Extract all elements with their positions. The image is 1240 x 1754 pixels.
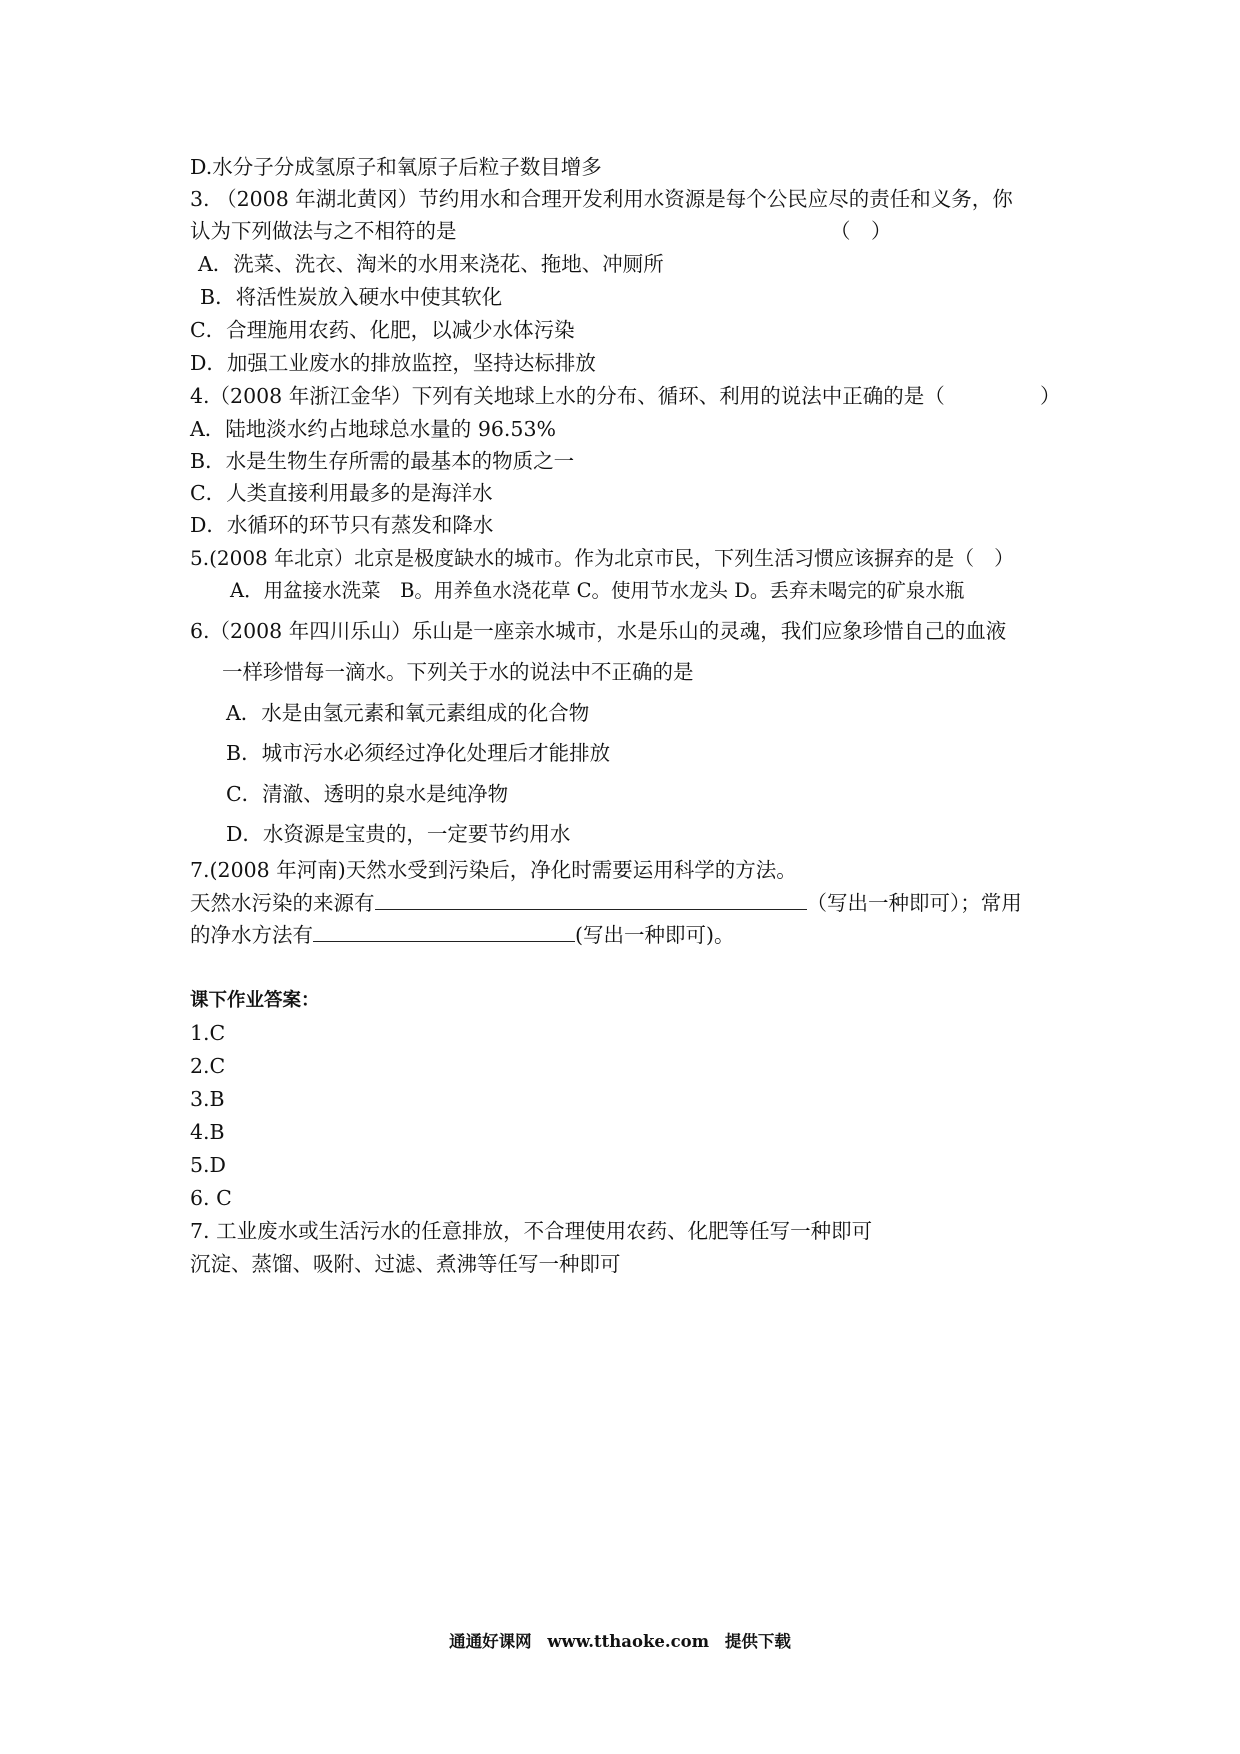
answers-title: 课下作业答案： [190,990,320,1011]
answer-bracket: （ ） [830,219,892,243]
question-6-option-a: A．水是由氢元素和氧元素组成的化合物 [226,701,590,725]
question-3-line-2 [190,216,892,246]
question-6-line-1: 6.（2008 年四川乐山）乐山是一座亲水城市，水是乐山的灵魂，我们应象珍惜自己的血液 [190,619,1007,643]
question-4-option-c: C．人类直接利用最多的是海洋水 [190,481,493,505]
question-3-option-c: C．合理施用农药、化肥，以减少水体污染 [190,318,575,342]
question-7-line-2 [190,888,1022,918]
question-3-line-1: 3. （2008 年湖北黄冈）节约用水和合理开发利用水资源是每个公民应尽的责任和义务，你 [190,187,1013,211]
answer-7-line-2: 沉淀、蒸馏、吸附、过滤、煮沸等任写一种即可 [190,1252,621,1276]
question-4-option-a: A．陆地淡水约占地球总水量的 96.53% [190,417,556,441]
answer-5: 5.D [190,1153,226,1177]
answer-bracket: ） [1040,384,1061,408]
question-5-options: A．用盆接水洗菜 B。用养鱼水浇花草 C。使用节水龙头 D。丢弃未喝完的矿泉水瓶 [230,579,965,602]
question-3-option-a: A．洗菜、洗衣、淘米的水用来浇花、拖地、冲厕所 [198,252,664,276]
fill-in-blank-method [313,921,575,942]
answer-7-line-1: 7. 工业废水或生活污水的任意排放，不合理使用农药、化肥等任写一种即可 [190,1219,873,1243]
question-6-option-c: C．清澈、透明的泉水是纯净物 [226,782,509,806]
answer-4: 4.B [190,1120,225,1144]
footer-suffix: 提供下载 [724,1632,791,1651]
answer-1: 1.C [190,1021,226,1045]
question-7-method-label: 的净水方法有 [190,923,313,947]
question-6-option-d: D．水资源是宝贵的，一定要节约用水 [226,822,571,846]
option-d-prev-question: D.水分子分成氢原子和氧原子后粒子数目增多 [190,155,602,179]
answer-6: 6. C [190,1186,232,1210]
page-footer [0,1630,1240,1654]
question-3-text: 认为下列做法与之不相符的是 [190,219,457,243]
question-4-text: 4.（2008 年浙江金华）下列有关地球上水的分布、循环、利用的说法中正确的是（ [190,384,945,408]
footer-url[interactable]: www.tthaoke.com [547,1632,710,1651]
question-4-option-d: D．水循环的环节只有蒸发和降水 [190,513,494,537]
answer-2: 2.C [190,1054,226,1078]
question-7-line-1: 7.(2008 年河南)天然水受到污染后，净化时需要运用科学的方法。 [190,858,797,882]
question-6-option-b: B．城市污水必须经过净化处理后才能排放 [226,741,611,765]
fill-in-blank-source [375,889,807,910]
question-4-line [190,381,1061,411]
question-3-option-d: D．加强工业废水的排放监控，坚持达标排放 [190,351,596,375]
question-5-line: 5.(2008 年北京）北京是极度缺水的城市。作为北京市民，下列生活习惯应该摒弃的是（ ） [190,546,1015,570]
question-3-option-b: B．将活性炭放入硬水中使其软化 [200,285,503,309]
question-4-option-b: B．水是生物生存所需的最基本的物质之一 [190,449,575,473]
question-7-source-label: 天然水污染的来源有 [190,891,375,915]
question-7-line-3 [190,920,735,950]
footer-site-name: 通通好课网 [449,1632,532,1651]
question-6-line-2: 一样珍惜每一滴水。下列关于水的说法中不正确的是 [222,660,694,684]
answer-3: 3.B [190,1087,225,1111]
question-7-source-hint: （写出一种即可）；常用 [806,891,1022,915]
question-7-method-hint: (写出一种即可)。 [575,923,735,947]
